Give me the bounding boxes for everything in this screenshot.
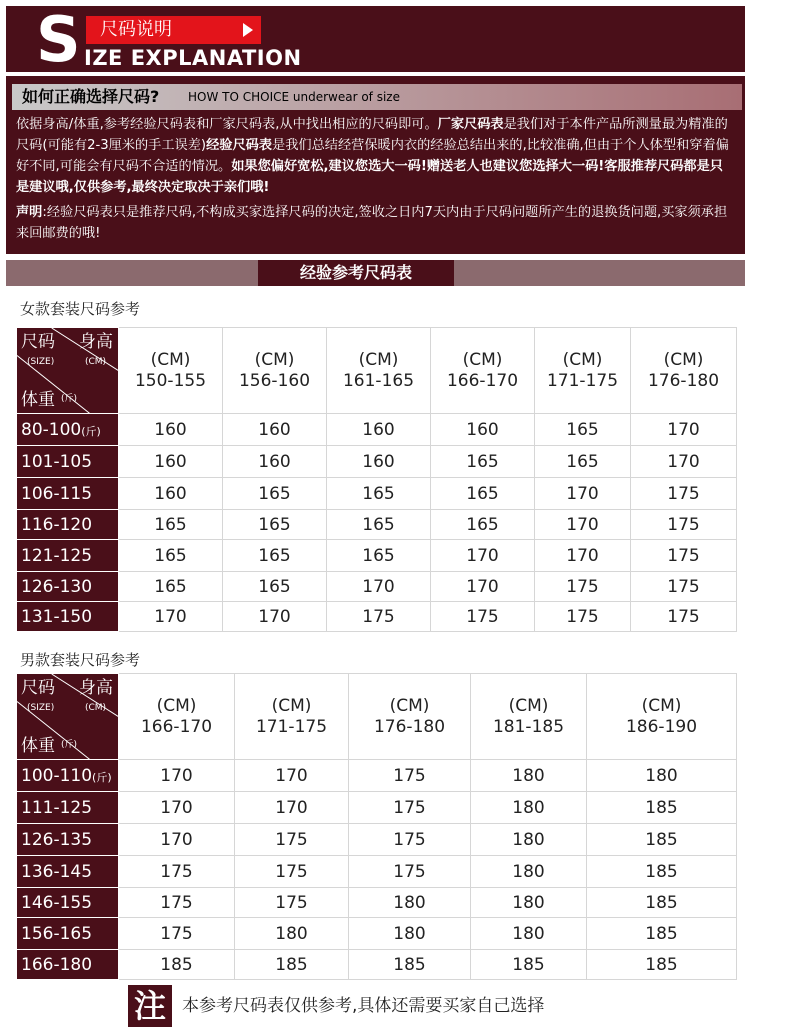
size-value-cell: 170 (235, 760, 349, 792)
height-header-cell (431, 328, 535, 414)
size-value-cell: 175 (119, 888, 235, 918)
section-title: 经验参考尺码表 (258, 260, 454, 286)
weight-range-cell (17, 824, 119, 856)
table-row (17, 888, 737, 918)
height-header-cell (587, 674, 737, 760)
size-value-cell: 160 (119, 478, 223, 510)
size-value-cell: 165 (327, 510, 431, 540)
size-value-cell: 165 (223, 572, 327, 602)
size-value-cell: 185 (235, 950, 349, 980)
weight-range-cell (17, 510, 119, 540)
height-unit: (CM) (663, 349, 704, 370)
height-range: 156-160 (238, 370, 311, 391)
size-value-cell: 170 (327, 572, 431, 602)
size-value-cell: 170 (535, 510, 631, 540)
weight-range-cell (17, 602, 119, 632)
height-range: 150-155 (134, 370, 207, 391)
size-value-cell: 170 (235, 792, 349, 824)
height-header-cell (471, 674, 587, 760)
height-header-cell (119, 674, 235, 760)
size-value-cell: 165 (431, 446, 535, 478)
table-header-row (17, 328, 737, 414)
size-value-cell: 170 (119, 792, 235, 824)
corner-weight-cn: 体重 (21, 390, 55, 410)
size-value-cell: 165 (119, 510, 223, 540)
weight-range: 111-125 (21, 797, 93, 818)
question-en: HOW TO CHOICE underwear of size (188, 90, 400, 104)
table-row (17, 918, 737, 950)
weight-range-cell (17, 572, 119, 602)
statement-label: 声明 (16, 205, 43, 220)
corner-height-en: (CM) (85, 703, 107, 713)
weight-range: 106-115 (21, 483, 93, 504)
size-value-cell: 175 (535, 572, 631, 602)
weight-range-cell (17, 760, 119, 792)
height-header-cell (119, 328, 223, 414)
size-value-cell: 165 (431, 478, 535, 510)
height-header-cell (349, 674, 471, 760)
table-row (17, 602, 737, 632)
weight-range-cell (17, 950, 119, 980)
height-unit: (CM) (389, 695, 430, 716)
size-value-cell: 180 (235, 918, 349, 950)
corner-size-en: (SIZE) (27, 703, 55, 713)
height-range: 176-180 (373, 716, 446, 737)
size-value-cell: 175 (431, 602, 535, 632)
table-row (17, 950, 737, 980)
size-value-cell: 185 (587, 950, 737, 980)
weight-range: 156-165 (21, 923, 93, 944)
size-value-cell: 165 (327, 478, 431, 510)
question-bar (12, 84, 742, 110)
weight-range: 116-120 (21, 514, 93, 535)
weight-range: 100-110 (21, 765, 93, 786)
size-value-cell: 185 (587, 888, 737, 918)
size-value-cell: 165 (223, 478, 327, 510)
table-row (17, 760, 737, 792)
size-value-cell: 175 (235, 856, 349, 888)
weight-range: 121-125 (21, 545, 93, 566)
weight-unit: (斤) (92, 770, 112, 784)
table-corner-cell (17, 674, 119, 760)
corner-size-en: (SIZE) (27, 357, 55, 367)
size-value-cell: 170 (535, 478, 631, 510)
corner-size-cn: 尺码 (21, 332, 55, 352)
intro-bold: 如果您偏好宽松,建议您选大一码!赠送老人也建议您选择大一码!客服推荐尺码都是只是建议哦,仅供参考,最终决定取决于亲们哦! (16, 159, 723, 195)
table-row (17, 510, 737, 540)
size-value-cell: 170 (631, 414, 737, 446)
table-header-row (17, 674, 737, 760)
table-row (17, 446, 737, 478)
size-value-cell: 170 (631, 446, 737, 478)
women-table-title: 女款套装尺码参考 (20, 300, 141, 318)
size-value-cell: 175 (119, 918, 235, 950)
height-unit: (CM) (156, 695, 197, 716)
height-range: 171-175 (546, 370, 619, 391)
size-value-cell: 165 (327, 540, 431, 572)
corner-weight-unit: (斤) (61, 740, 78, 750)
size-value-cell: 180 (471, 856, 587, 888)
table-row (17, 572, 737, 602)
size-value-cell: 160 (119, 414, 223, 446)
corner-weight-unit: (斤) (61, 394, 78, 404)
size-value-cell: 175 (235, 888, 349, 918)
size-value-cell: 160 (431, 414, 535, 446)
play-arrow-icon (243, 23, 253, 37)
header-big-letter: S (36, 3, 81, 76)
intro-text: 依据身高/体重,参考经验尺码表和厂家尺码表,从中找出相应的尺码即可。 (16, 117, 438, 132)
height-unit: (CM) (150, 349, 191, 370)
size-value-cell: 165 (119, 572, 223, 602)
size-value-cell: 175 (119, 856, 235, 888)
header-cn-tag (86, 16, 261, 44)
table-row (17, 824, 737, 856)
weight-range: 80-100 (21, 419, 82, 440)
size-value-cell: 170 (431, 572, 535, 602)
height-range: 176-180 (647, 370, 720, 391)
size-value-cell: 180 (471, 918, 587, 950)
table-row (17, 856, 737, 888)
intro-paragraph-1 (16, 114, 736, 198)
size-value-cell: 175 (349, 856, 471, 888)
height-unit: (CM) (641, 695, 682, 716)
size-value-cell: 175 (631, 602, 737, 632)
size-value-cell: 180 (471, 760, 587, 792)
size-value-cell: 170 (431, 540, 535, 572)
size-value-cell: 185 (349, 950, 471, 980)
note-mark: 注 (128, 985, 172, 1027)
size-value-cell: 185 (587, 918, 737, 950)
size-value-cell: 165 (535, 414, 631, 446)
size-value-cell: 175 (631, 572, 737, 602)
size-value-cell: 160 (327, 414, 431, 446)
corner-height-cn: 身高 (79, 332, 113, 352)
header-en-title: IZE EXPLANATION (84, 46, 302, 70)
height-unit: (CM) (508, 695, 549, 716)
size-value-cell: 180 (471, 792, 587, 824)
size-value-cell: 165 (223, 510, 327, 540)
size-value-cell: 185 (119, 950, 235, 980)
size-value-cell: 180 (471, 888, 587, 918)
men-table-title: 男款套装尺码参考 (20, 651, 141, 669)
height-header-cell (631, 328, 737, 414)
corner-weight-cn: 体重 (21, 736, 55, 756)
size-value-cell: 185 (587, 856, 737, 888)
note-text: 本参考尺码表仅供参考,具体还需要买家自己选择 (182, 996, 545, 1016)
weight-range-cell (17, 446, 119, 478)
table-row (17, 792, 737, 824)
corner-size-cn: 尺码 (21, 678, 55, 698)
size-value-cell: 170 (119, 602, 223, 632)
size-value-cell: 180 (471, 824, 587, 856)
weight-range-cell (17, 414, 119, 446)
intro-paragraph-2 (16, 202, 736, 244)
table-row (17, 478, 737, 510)
statement-text: :经验尺码表只是推荐尺码,不构成买家选择尺码的决定,签收之日内7天内由于尺码问题所产生的退换货问题,买家须承担来回邮费的哦! (16, 205, 728, 241)
height-header-cell (327, 328, 431, 414)
table-row (17, 414, 737, 446)
height-range: 181-185 (492, 716, 565, 737)
table-corner-cell (17, 328, 119, 414)
size-value-cell: 175 (235, 824, 349, 856)
height-range: 171-175 (255, 716, 328, 737)
size-value-cell: 175 (327, 602, 431, 632)
size-value-cell: 180 (349, 918, 471, 950)
section-title-bar (6, 260, 745, 286)
women-size-table (16, 327, 737, 632)
height-unit: (CM) (462, 349, 503, 370)
weight-range: 131-150 (21, 606, 93, 627)
size-value-cell: 170 (535, 540, 631, 572)
height-unit: (CM) (271, 695, 312, 716)
size-value-cell: 160 (223, 446, 327, 478)
height-range: 161-165 (342, 370, 415, 391)
intro-text: 是我们总结经营保暖内衣的经验总结出来的,比较准确,但由于个人体型和穿着偏好不同,可能会有尺码不合适的情况。 (16, 138, 729, 174)
corner-height-en: (CM) (85, 357, 107, 367)
height-unit: (CM) (562, 349, 603, 370)
weight-range: 166-180 (21, 954, 93, 975)
height-header-cell (235, 674, 349, 760)
weight-range-cell (17, 888, 119, 918)
height-unit: (CM) (254, 349, 295, 370)
weight-unit: (斤) (81, 424, 101, 438)
size-value-cell: 175 (349, 824, 471, 856)
size-value-cell: 185 (471, 950, 587, 980)
size-value-cell: 170 (223, 602, 327, 632)
weight-range: 136-145 (21, 861, 93, 882)
men-size-table (16, 673, 737, 980)
size-value-cell: 170 (119, 760, 235, 792)
size-value-cell: 175 (535, 602, 631, 632)
weight-range-cell (17, 478, 119, 510)
size-value-cell: 175 (631, 510, 737, 540)
intro-bold: 经验尺码表 (206, 138, 273, 153)
size-value-cell: 160 (119, 446, 223, 478)
size-value-cell: 175 (349, 760, 471, 792)
height-range: 166-170 (446, 370, 519, 391)
size-value-cell: 160 (327, 446, 431, 478)
size-value-cell: 185 (587, 824, 737, 856)
size-value-cell: 185 (587, 792, 737, 824)
size-value-cell: 165 (431, 510, 535, 540)
weight-range: 126-130 (21, 576, 93, 597)
size-value-cell: 165 (223, 540, 327, 572)
weight-range-cell (17, 918, 119, 950)
height-range: 166-170 (140, 716, 213, 737)
height-header-cell (535, 328, 631, 414)
size-value-cell: 180 (349, 888, 471, 918)
weight-range-cell (17, 540, 119, 572)
size-value-cell: 170 (119, 824, 235, 856)
question-cn: 如何正确选择尺码? (22, 87, 160, 106)
size-value-cell: 165 (119, 540, 223, 572)
size-value-cell: 165 (535, 446, 631, 478)
corner-height-cn: 身高 (79, 678, 113, 698)
height-range: 186-190 (625, 716, 698, 737)
table-row (17, 540, 737, 572)
weight-range-cell (17, 856, 119, 888)
intro-text: 是我们对于本件产品所测量最为精准的尺码(可能有2-3厘米的手工误差) (16, 117, 728, 153)
size-value-cell: 175 (631, 540, 737, 572)
size-value-cell: 175 (631, 478, 737, 510)
intro-panel (6, 76, 745, 254)
header-cn-title: 尺码说明 (100, 19, 172, 40)
size-explanation-header (6, 3, 745, 76)
height-unit: (CM) (358, 349, 399, 370)
weight-range: 126-135 (21, 829, 93, 850)
weight-range: 101-105 (21, 451, 93, 472)
size-value-cell: 160 (223, 414, 327, 446)
weight-range: 146-155 (21, 892, 93, 913)
size-value-cell: 175 (349, 792, 471, 824)
size-value-cell: 180 (587, 760, 737, 792)
intro-bold: 厂家尺码表 (437, 117, 504, 132)
height-header-cell (223, 328, 327, 414)
weight-range-cell (17, 792, 119, 824)
